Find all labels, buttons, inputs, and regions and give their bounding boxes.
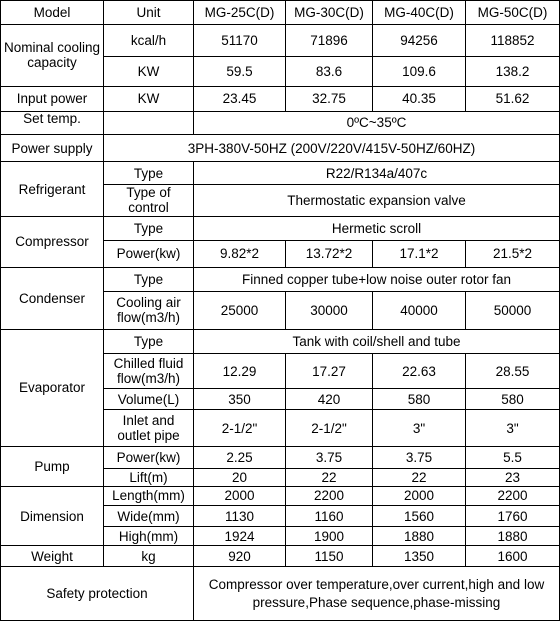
table-row xyxy=(1,24,560,56)
value-cell: 22.63 xyxy=(373,354,466,389)
pump-label: Pump xyxy=(1,447,104,486)
value-cell: 83.6 xyxy=(286,56,373,86)
value-cell: 22 xyxy=(373,468,466,486)
nominal-cooling-label: Nominal cooling capacity xyxy=(1,24,104,86)
evaporator-type-value: Tank with coil/shell and tube xyxy=(194,329,560,354)
value-cell: 21.5*2 xyxy=(466,240,560,267)
unit-cell: kcal/h xyxy=(104,24,194,56)
input-power-label: Input power xyxy=(1,86,104,111)
value-cell: 1130 xyxy=(194,506,286,527)
header-model: Model xyxy=(1,1,104,25)
table-row xyxy=(1,546,560,567)
weight-label: Weight xyxy=(1,546,104,567)
value-cell: 17.1*2 xyxy=(373,240,466,267)
unit-cell: Type of control xyxy=(104,184,194,216)
header-mg25: MG-25C(D) xyxy=(194,1,286,25)
value-cell: 2200 xyxy=(286,486,373,506)
set-temp-label: Set temp. xyxy=(1,111,104,135)
value-cell: 2.25 xyxy=(194,447,286,469)
value-cell: 12.29 xyxy=(194,354,286,389)
condenser-label: Condenser xyxy=(1,267,104,329)
unit-cell: Power(kw) xyxy=(104,447,194,469)
value-cell: 580 xyxy=(373,389,466,410)
value-cell: 1160 xyxy=(286,506,373,527)
value-cell: 2-1/2" xyxy=(286,410,373,447)
dimension-label: Dimension xyxy=(1,486,104,546)
value-cell: 1760 xyxy=(466,506,560,527)
compressor-label: Compressor xyxy=(1,216,104,267)
value-cell: 3" xyxy=(373,410,466,447)
value-cell: 118852 xyxy=(466,24,560,56)
value-cell: 3.75 xyxy=(286,447,373,469)
value-cell: 28.55 xyxy=(466,354,560,389)
value-cell: 1880 xyxy=(373,526,466,546)
table-row xyxy=(1,216,560,240)
header-mg40: MG-40C(D) xyxy=(373,1,466,25)
power-supply-label: Power supply xyxy=(1,135,104,162)
unit-cell: Lift(m) xyxy=(104,468,194,486)
value-cell: 1150 xyxy=(286,546,373,567)
value-cell: 71896 xyxy=(286,24,373,56)
refrigerant-type-value: R22/R134a/407c xyxy=(194,162,560,185)
evaporator-label: Evaporator xyxy=(1,329,104,447)
refrigerant-label: Refrigerant xyxy=(1,162,104,217)
value-cell: 138.2 xyxy=(466,56,560,86)
unit-cell: Wide(mm) xyxy=(104,506,194,527)
value-cell: 580 xyxy=(466,389,560,410)
value-cell: 40000 xyxy=(373,292,466,329)
value-cell: 59.5 xyxy=(194,56,286,86)
value-cell: 1900 xyxy=(286,526,373,546)
table-row xyxy=(1,567,560,621)
value-cell: 94256 xyxy=(373,24,466,56)
value-cell: 3" xyxy=(466,410,560,447)
value-cell: 2-1/2" xyxy=(194,410,286,447)
unit-cell: Cooling air flow(m3/h) xyxy=(104,292,194,329)
value-cell: 1880 xyxy=(466,526,560,546)
table-row xyxy=(1,486,560,506)
unit-cell: kg xyxy=(104,546,194,567)
value-cell: 1924 xyxy=(194,526,286,546)
value-cell: 22 xyxy=(286,468,373,486)
table-row xyxy=(1,111,560,135)
compressor-type-value: Hermetic scroll xyxy=(194,216,560,240)
table-row xyxy=(1,86,560,111)
unit-cell: Inlet and outlet pipe xyxy=(104,410,194,447)
value-cell: 32.75 xyxy=(286,86,373,111)
table-row xyxy=(1,447,560,469)
value-cell: 40.35 xyxy=(373,86,466,111)
value-cell: 9.82*2 xyxy=(194,240,286,267)
value-cell: 30000 xyxy=(286,292,373,329)
value-cell: 51.62 xyxy=(466,86,560,111)
safety-label: Safety protection xyxy=(1,567,194,621)
unit-cell xyxy=(104,111,194,135)
table-row xyxy=(1,329,560,354)
value-cell: 1600 xyxy=(466,546,560,567)
unit-cell: High(mm) xyxy=(104,526,194,546)
header-row xyxy=(1,1,560,25)
unit-cell: Type xyxy=(104,267,194,292)
safety-value: Compressor over temperature,over current,high and low pressure,Phase sequence,phase-missing xyxy=(194,567,560,621)
value-cell: 420 xyxy=(286,389,373,410)
condenser-type-value: Finned copper tube+low noise outer rotor fan xyxy=(194,267,560,292)
value-cell: 1560 xyxy=(373,506,466,527)
value-cell: 25000 xyxy=(194,292,286,329)
value-cell: 350 xyxy=(194,389,286,410)
unit-cell: Length(mm) xyxy=(104,486,194,506)
value-cell: 2000 xyxy=(373,486,466,506)
refrigerant-control-value: Thermostatic expansion valve xyxy=(194,184,560,216)
unit-cell: Power(kw) xyxy=(104,240,194,267)
unit-cell: Volume(L) xyxy=(104,389,194,410)
value-cell: 2000 xyxy=(194,486,286,506)
value-cell: 50000 xyxy=(466,292,560,329)
unit-cell: KW xyxy=(104,86,194,111)
value-cell: 23 xyxy=(466,468,560,486)
unit-cell: Chilled fluid flow(m3/h) xyxy=(104,354,194,389)
unit-cell: Type xyxy=(104,162,194,185)
header-mg30: MG-30C(D) xyxy=(286,1,373,25)
value-cell: 1350 xyxy=(373,546,466,567)
value-cell: 109.6 xyxy=(373,56,466,86)
table-row xyxy=(1,135,560,162)
value-cell: 20 xyxy=(194,468,286,486)
value-cell: 51170 xyxy=(194,24,286,56)
value-cell: 2200 xyxy=(466,486,560,506)
unit-cell: Type xyxy=(104,216,194,240)
unit-cell: Type xyxy=(104,329,194,354)
header-mg50: MG-50C(D) xyxy=(466,1,560,25)
table-row xyxy=(1,267,560,292)
power-supply-value: 3PH-380V-50HZ (200V/220V/415V-50HZ/60HZ) xyxy=(104,135,560,162)
value-cell: 5.5 xyxy=(466,447,560,469)
table-row xyxy=(1,162,560,185)
header-unit: Unit xyxy=(104,1,194,25)
value-cell: 920 xyxy=(194,546,286,567)
value-cell: 23.45 xyxy=(194,86,286,111)
value-cell: 3.75 xyxy=(373,447,466,469)
value-cell: 17.27 xyxy=(286,354,373,389)
unit-cell: KW xyxy=(104,56,194,86)
set-temp-value: 0ºC~35ºC xyxy=(194,111,560,135)
value-cell: 13.72*2 xyxy=(286,240,373,267)
